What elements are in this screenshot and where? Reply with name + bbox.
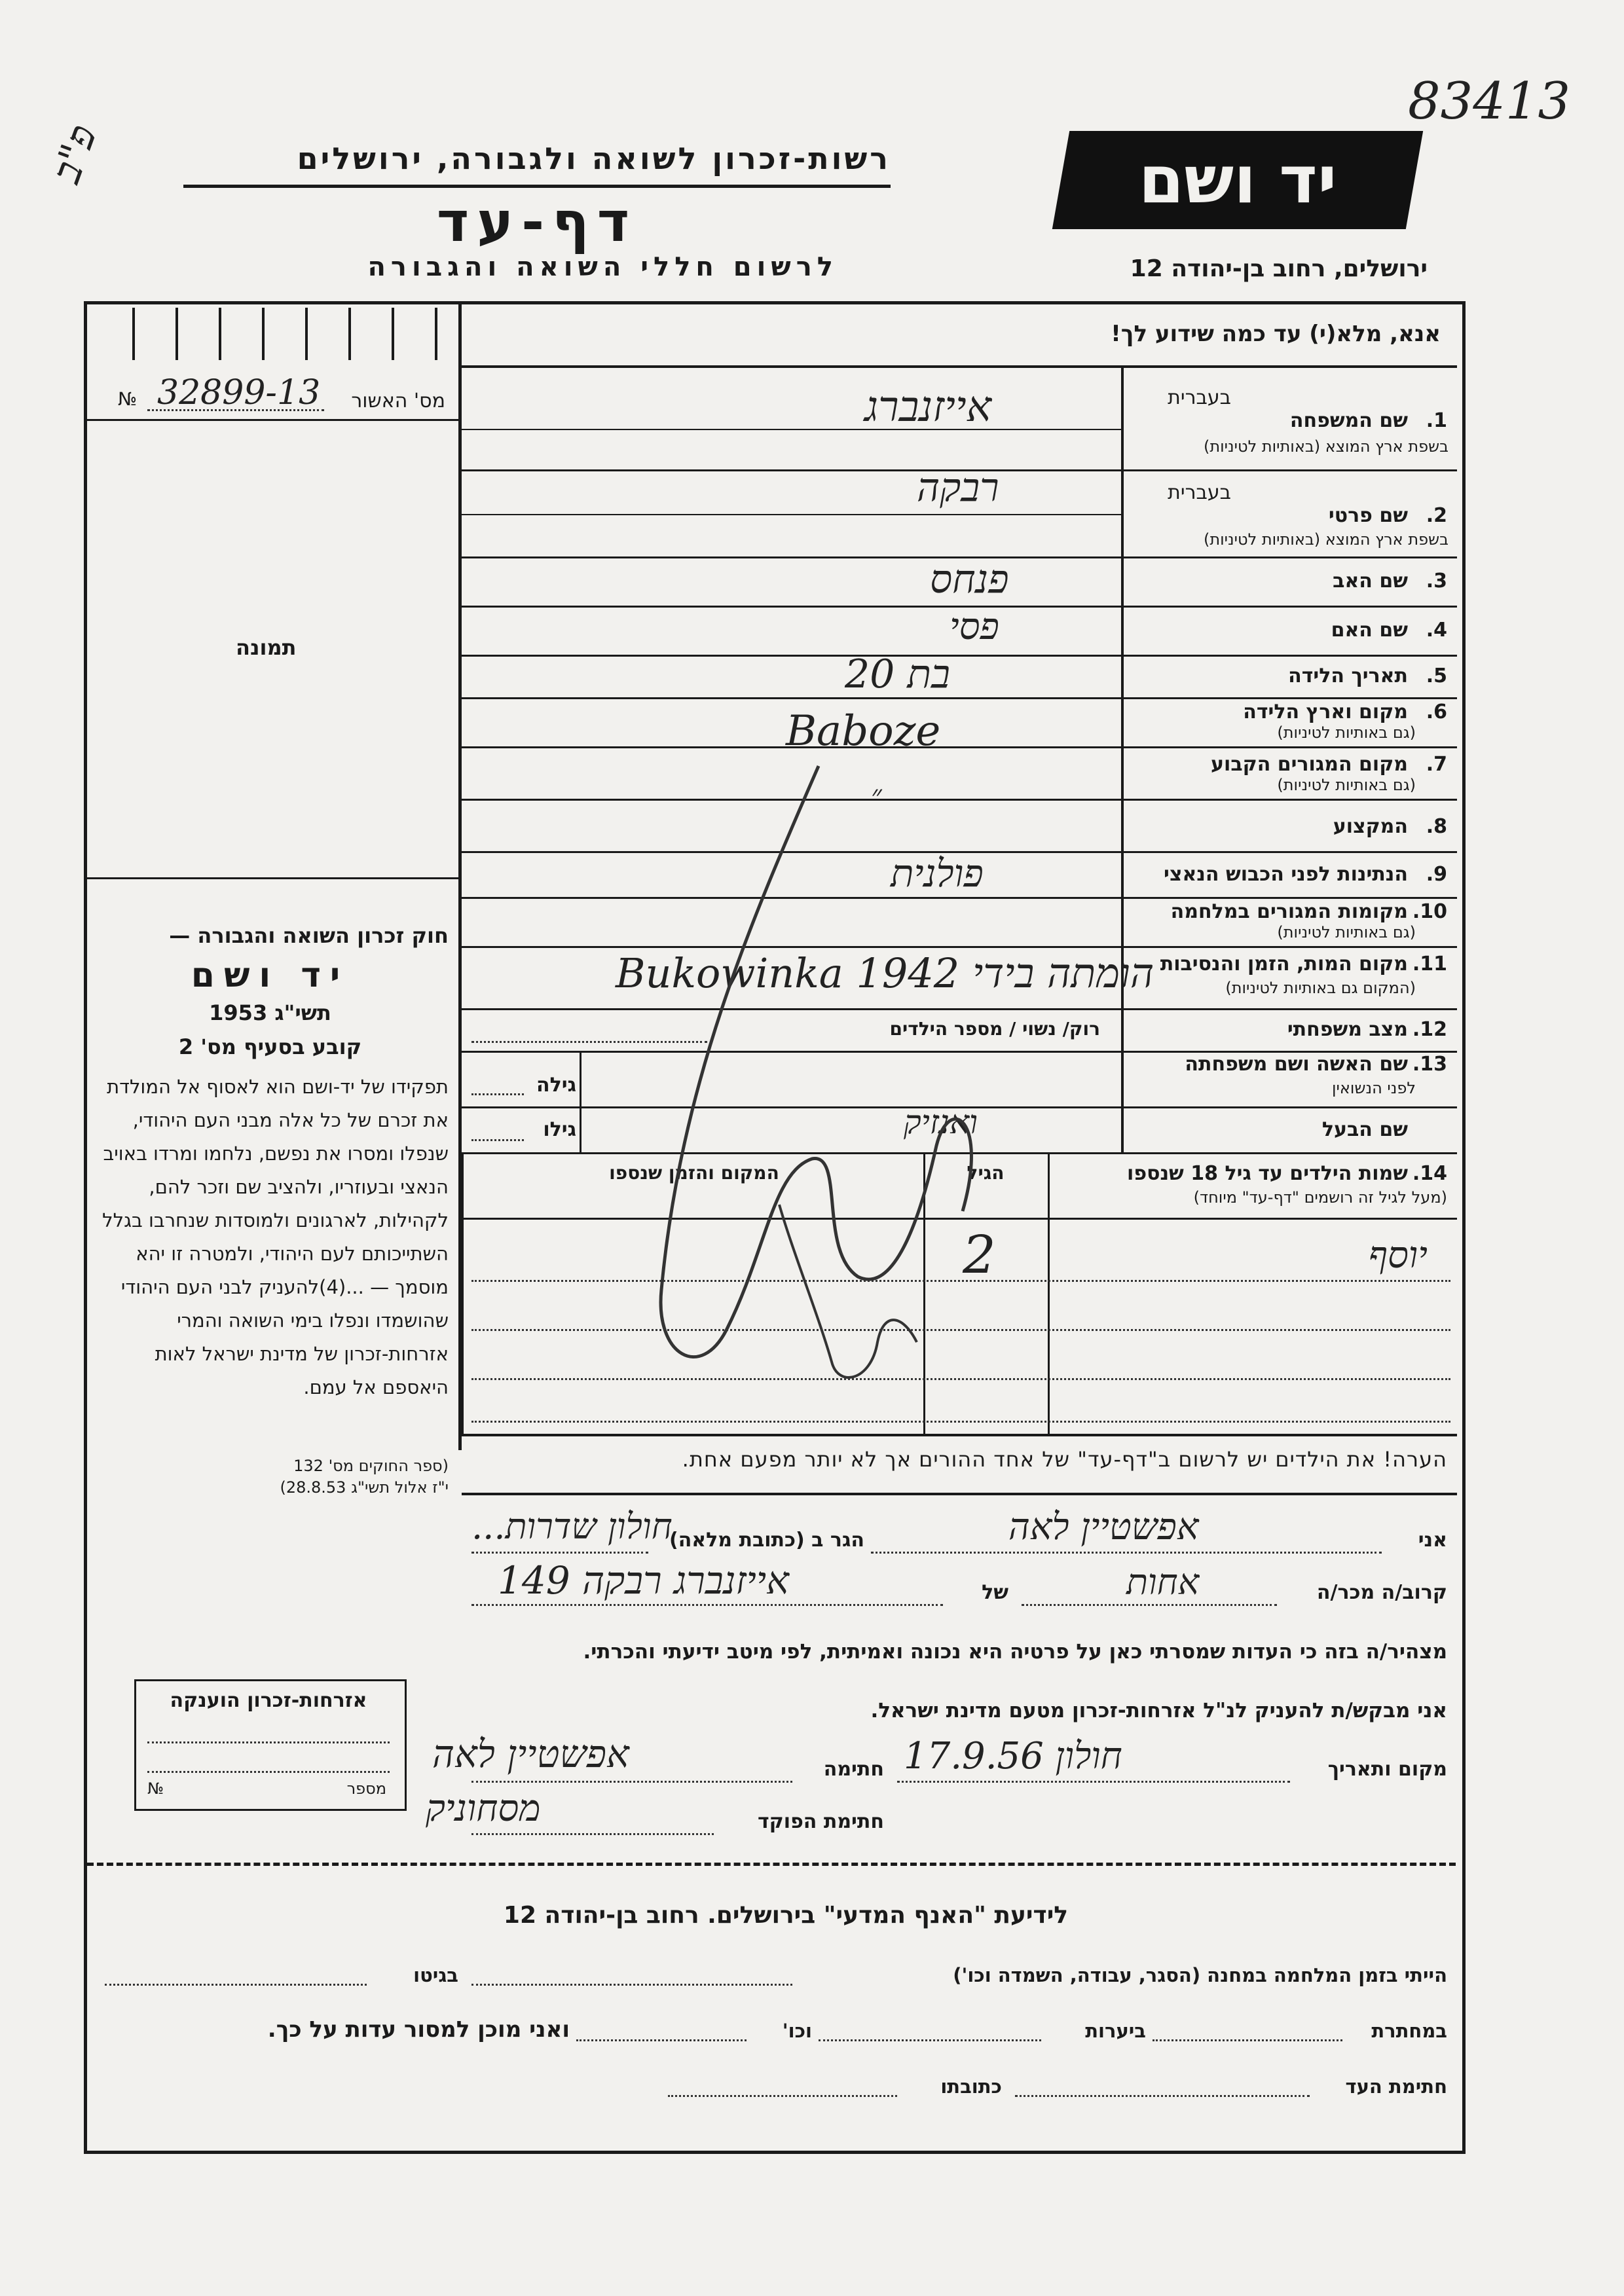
decl-name: אפשטיין לאה (1008, 1506, 1199, 1548)
field1-num: 1. (1426, 409, 1447, 432)
field7-sub: (גם באותיות לטיניות) (1277, 776, 1416, 794)
decl-of-value: אייזנברג רבקה 149 (498, 1558, 789, 1603)
husband-value: ואנזיק (904, 1103, 978, 1141)
bottom-underground: במחתרת (1371, 2020, 1447, 2042)
place-date-value: חולון 17.9.56 (904, 1735, 1122, 1777)
field11-value: Bukowinka הומתה בידי 1942 (616, 949, 1154, 997)
decl-address: חולון שדרות... (471, 1506, 673, 1547)
note-text: הערה! את הילדים יש לרשום ב"דף-עד" של אחד ההורים אך לא יותר מפעם אחת. (682, 1447, 1447, 1472)
field4-label: שם האם (1331, 619, 1408, 642)
photo-tick-marks (92, 308, 458, 360)
officer-label: חתימת הפוקד (758, 1810, 884, 1833)
approval-divider (87, 419, 458, 421)
decl-address-dotline (471, 1552, 648, 1554)
row-sep-4 (462, 655, 1457, 657)
bottom-ghetto: בגיטו (413, 1964, 458, 1986)
bottom-camp-dotline (471, 1984, 792, 1986)
field13-age-dotline (471, 1093, 524, 1095)
law-year: תשי"ג 1953 (209, 1000, 331, 1025)
field4-num: 4. (1426, 619, 1447, 642)
bottom-forests: ביערות (1085, 2020, 1146, 2042)
field6-num: 6. (1426, 701, 1447, 723)
form-subtitle: לרשום חללי השואה והגבורה (367, 252, 838, 282)
signature-value: אפשטיין לאה (432, 1732, 629, 1776)
decl-i: אני (1418, 1529, 1447, 1552)
field5-value: בת 20 (845, 651, 950, 697)
field14-num: 14. (1412, 1162, 1447, 1185)
bottom-address: כתובתו (940, 2075, 1002, 2098)
field13-age-divider (580, 1051, 581, 1152)
field12-options: רוק/ נשוי / מספר הילדים (889, 1018, 1100, 1040)
field13-num: 13. (1412, 1053, 1447, 1076)
field6-label: מקום וארץ הלידה (1243, 701, 1408, 723)
row-sep-6 (462, 746, 1457, 748)
field5-label: תאריך הלידה (1288, 665, 1408, 687)
photo-label: תמונה (236, 635, 297, 660)
child-name: יוסף (1369, 1234, 1428, 1277)
decl-relation-label: קרוב/ה מכר/ה (1316, 1581, 1447, 1604)
law-title-1: חוק זכרון השואה והגבורה — (169, 923, 449, 948)
bottom-witness-dotline (1015, 2095, 1310, 2097)
label-column-divider (1121, 365, 1124, 1154)
field8-label: המקצוע (1333, 815, 1408, 838)
header-address: ירושלים, רחוב בן-יהודה 12 (1130, 255, 1428, 282)
bottom-underground-dotline (1153, 2039, 1342, 2041)
field7-label: מקום המגורים הקבוע (1211, 753, 1408, 776)
bottom-ghetto-dotline (105, 1984, 367, 1986)
yad-vashem-logo (1052, 131, 1423, 229)
bottom-ready: ואני מוכן למסור עדות על כך. (267, 2016, 570, 2043)
place-date-dotline (897, 1781, 1290, 1783)
citizenship-number-label: מספר (346, 1779, 386, 1798)
children-col-age: הגיל (967, 1162, 1005, 1184)
field14-sub: (מעל לגיל זה רושמים "דף-עד" מיוחד) (1193, 1188, 1447, 1207)
law-source-2: י"ז אלול תשי"ג 28.8.53) (280, 1478, 449, 1497)
decl-request: אני מבקש/ת להעניק לנ"ל אזרחות-זכרון מטעם מדינת ישראל. (870, 1699, 1447, 1722)
approval-dotline (147, 409, 324, 411)
field13-sub: לפני הנשואין (1331, 1079, 1416, 1097)
field3-value: פנחס (930, 556, 1009, 602)
bottom-address-dotline (668, 2095, 897, 2097)
field11-num: 11. (1412, 953, 1447, 975)
field6-value: Baboze (786, 707, 941, 756)
citizenship-dotline-2 (147, 1771, 390, 1773)
field10-num: 10. (1412, 900, 1447, 923)
field7-num: 7. (1426, 753, 1447, 776)
approval-label: מס' האשור (351, 390, 445, 412)
field9-label: הנתינות לפני הכבוש הנאצי (1164, 863, 1408, 886)
field14-label: שמות הילדים עד גיל 18 שנספו (1127, 1162, 1408, 1185)
row-sep-5 (462, 697, 1457, 699)
field11-sub: (המקום גם באותיות לטיניות) (1225, 979, 1416, 997)
bottom-etc: וכו' (782, 2020, 812, 2042)
decl-relation: אחות (1126, 1561, 1200, 1603)
law-source-1: (ספר החוקים מס' 132 (293, 1457, 449, 1475)
officer-dotline (471, 1833, 714, 1835)
husband-age-label: גילו (543, 1118, 576, 1141)
field2-sub: בשפת ארץ המוצא (באותיות לטיניות) (1204, 530, 1449, 549)
decl-of: של (982, 1581, 1008, 1604)
photo-bottom-divider (87, 877, 458, 879)
instruction-text: אנא, מלא(י) עד כמה שידוע לך! (1111, 321, 1441, 347)
row2-mid-line (462, 514, 1121, 515)
bottom-section-separator (87, 1863, 1456, 1866)
field10-label: מקומות המגורים במלחמה (1170, 900, 1408, 923)
top-row-divider (458, 365, 1457, 368)
authority-name: רשות-זכרון לשואה ולגבורה, ירושלים (297, 141, 891, 176)
field2-value: רבקה (917, 465, 999, 511)
form-title: דף-עד (436, 190, 638, 254)
authority-underline (183, 185, 891, 188)
field10-sub: (גם באותיות לטיניות) (1277, 923, 1416, 941)
husband-label: שם הבעל (1321, 1118, 1408, 1141)
decl-resides: הגר ב (כתובת מלאה) (669, 1529, 864, 1552)
law-title-2: יד ושם (191, 956, 350, 995)
field11-label: מקום המות, הזמן והנסיבות (1160, 953, 1408, 975)
logo-text: יד ושם (1138, 141, 1337, 218)
field1-hebrew-tag: בעברית (1168, 386, 1231, 409)
field6-sub: (גם באותיות לטיניות) (1277, 723, 1416, 742)
citizenship-dotline-1 (147, 1741, 390, 1743)
margin-note: פ"ב (43, 118, 106, 189)
husband-age-dotline (471, 1139, 524, 1141)
citizenship-no: № (147, 1779, 164, 1798)
field2-num: 2. (1426, 504, 1447, 527)
field3-num: 3. (1426, 570, 1447, 592)
field9-num: 9. (1426, 863, 1447, 886)
decl-relation-dotline (1022, 1604, 1277, 1606)
signature-label: חתימה (823, 1758, 884, 1781)
field1-label: שם המשפחה (1289, 409, 1408, 432)
bottom-heading: לידיעת "האנף המדעי" בירושלים. רחוב בן-יהודה 12 (503, 1902, 1069, 1929)
law-section: קובע בסעיף מס' 2 (178, 1034, 362, 1059)
bottom-forests-dotline (819, 2039, 1041, 2041)
row1-mid-line (462, 429, 1121, 430)
child-age: 2 (963, 1224, 996, 1285)
field4-value: פסי (950, 606, 999, 648)
bottom-witness-signature: חתימת העד (1345, 2075, 1447, 2098)
field3-label: שם האב (1333, 570, 1408, 592)
field7-value: ״ (871, 779, 882, 812)
note-bottom-line (462, 1493, 1457, 1495)
children-left-frame (462, 1152, 464, 1434)
field9-value: פולנית (891, 851, 984, 896)
decl-statement: מצהיר/ה בזה כי העדות שמסרתי כאן על פרטיה היא נכונה ואמיתית, לפי מיטב ידיעתי והכרתי. (583, 1640, 1447, 1664)
approval-prefix: № (118, 388, 138, 410)
handwritten-reference: 83413 (1408, 72, 1571, 131)
field1-value: אייזנברג (864, 383, 992, 431)
place-date-label: מקום ותאריך (1327, 1758, 1447, 1781)
citizenship-title: אזרחות-זכרון הוענקה (170, 1689, 367, 1712)
field13-label: שם האשה ושם משפחתה (1185, 1053, 1408, 1076)
decl-of-dotline (471, 1604, 943, 1606)
field5-num: 5. (1426, 665, 1447, 687)
officer-value: מסחוניק (426, 1787, 541, 1830)
bottom-camp-text: הייתי בזמן המלחמה במחנה (הסגר, עבודה, השמדה וכו') (953, 1964, 1447, 1986)
children-col-place: המקום והזמן שנספו (609, 1162, 779, 1184)
field13-age-label: גילה (536, 1074, 576, 1097)
signature-dotline (471, 1781, 792, 1783)
field1-sub: בשפת ארץ המוצא (באותיות לטיניות) (1204, 437, 1449, 456)
handwritten-scrawl (622, 753, 1080, 1440)
approval-number: 32899-13 (157, 373, 321, 412)
field12-label: מצב משפחתי (1287, 1018, 1408, 1041)
field2-hebrew-tag: בעברית (1168, 481, 1231, 504)
field12-num: 12. (1412, 1018, 1447, 1041)
law-body: תפקידו של יד-ושם הוא לאסוף אל המולדת את זכרם של כל אלה מבני העם היהודי, שנפלו ומסרו את נפשם, נלחמו ומרדו באויב הנאצי ובעוזריו, ולהציב שם וזכר להם, לקהילות, לארגונים ולמוסדות שנחרבו בגלל השתייכותם לעם היהודי, ולמטרה זו יהא מוסמך — ...(4)להעניק לבני העם היהודי שהושמדו ונפלו בימי השואה והמרי אזרחות-זכרון של מדינת ישראל לאות היאספם אל עמם. (102, 1076, 449, 1398)
field2-label: שם פרטי (1328, 504, 1408, 527)
field8-num: 8. (1426, 815, 1447, 838)
decl-name-dotline (871, 1552, 1382, 1554)
bottom-etc-dotline (576, 2039, 747, 2041)
